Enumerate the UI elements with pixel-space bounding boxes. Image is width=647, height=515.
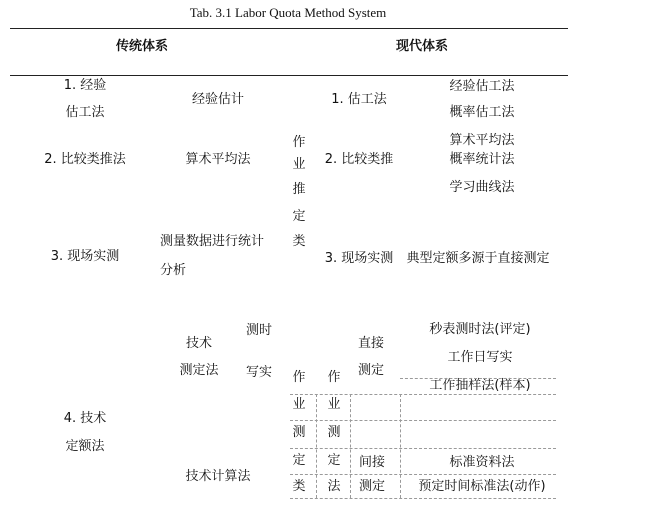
modern-direct-method-2: 工作日写实 xyxy=(447,350,513,365)
modern-row2-method-2: 概率统计法 xyxy=(449,152,515,167)
modern-cat1-char-4: 定 xyxy=(292,209,306,224)
header-traditional: 传统体系 xyxy=(115,39,169,54)
trad-row3-desc-line2: 分析 xyxy=(160,263,187,278)
modern-cat2-char-4: 定 xyxy=(292,453,306,468)
top-rule xyxy=(10,28,568,29)
modern-indirect-line1: 间接 xyxy=(358,455,386,470)
modern-cat2-char-3: 测 xyxy=(292,425,306,440)
modern-row3-name: 3. 现场实测 xyxy=(324,251,394,266)
modern-cat1-char-5: 类 xyxy=(292,234,306,249)
modern-cat3-char-3: 测 xyxy=(327,425,341,440)
table-caption: Tab. 3.1 Labor Quota Method System xyxy=(189,5,387,20)
trad-timing-line1: 测时 xyxy=(245,323,273,338)
grid-line xyxy=(290,474,556,475)
modern-row2-method-3: 学习曲线法 xyxy=(449,180,515,195)
grid-line xyxy=(400,378,556,379)
modern-cat1-char-1: 作 xyxy=(292,135,306,150)
grid-line xyxy=(350,394,351,498)
modern-cat3-char-1: 作 xyxy=(327,370,341,385)
trad-row4-name-line1: 4. 技术 xyxy=(63,411,107,426)
header-modern: 现代体系 xyxy=(395,39,449,54)
grid-line xyxy=(290,420,556,421)
modern-cat3-char-2: 业 xyxy=(327,397,341,412)
trad-row2-desc: 算术平均法 xyxy=(185,152,251,167)
modern-cat2-char-5: 类 xyxy=(292,479,306,494)
trad-row1-name-line1: 1. 经验 xyxy=(63,78,107,93)
modern-cat2-char-2: 业 xyxy=(292,397,306,412)
modern-row1-method-1: 经验估工法 xyxy=(449,79,515,94)
modern-indirect-line2: 测定 xyxy=(358,479,386,494)
modern-cat3-char-5: 法 xyxy=(327,479,341,494)
modern-direct-method-1: 秒表测时法(评定) xyxy=(429,322,531,337)
trad-row4-name-line2: 定额法 xyxy=(65,439,105,454)
modern-indirect-method-2: 预定时间标准法(动作) xyxy=(418,479,546,494)
modern-direct-line1: 直接 xyxy=(357,336,385,351)
grid-line xyxy=(290,498,556,499)
modern-row3-desc: 典型定额多源于直接测定 xyxy=(406,251,550,266)
trad-timing-line2: 写实 xyxy=(245,365,273,380)
trad-row3-desc-line1: 测量数据进行统计 xyxy=(160,234,265,249)
modern-cat3-char-4: 定 xyxy=(327,453,341,468)
modern-direct-method-3: 工作抽样法(样本) xyxy=(429,378,531,393)
grid-line xyxy=(290,394,556,395)
grid-line xyxy=(400,394,401,498)
trad-row1-name-line2: 估工法 xyxy=(65,105,105,120)
modern-row2-method-1: 算术平均法 xyxy=(449,133,515,148)
header-rule xyxy=(10,75,568,76)
trad-row3-name: 3. 现场实测 xyxy=(50,249,120,264)
grid-line xyxy=(316,394,317,498)
trad-tech-calc: 技术计算法 xyxy=(185,469,251,484)
trad-tech-measure-line2: 测定法 xyxy=(179,363,219,378)
modern-cat2-char-1: 作 xyxy=(292,370,306,385)
modern-cat1-char-2: 业 xyxy=(292,157,306,172)
modern-direct-line2: 测定 xyxy=(357,363,385,378)
modern-row1-name: 1. 估工法 xyxy=(331,92,387,107)
modern-indirect-method-1: 标准资料法 xyxy=(449,455,515,470)
modern-cat1-char-3: 推 xyxy=(292,182,306,197)
grid-line xyxy=(290,448,556,449)
trad-tech-measure-line1: 技术 xyxy=(185,336,213,351)
trad-row2-name: 2. 比较类推法 xyxy=(44,152,126,167)
trad-row1-desc: 经验估计 xyxy=(191,92,245,107)
modern-row1-method-2: 概率估工法 xyxy=(449,105,515,120)
modern-row2-name: 2. 比较类推 xyxy=(324,152,394,167)
